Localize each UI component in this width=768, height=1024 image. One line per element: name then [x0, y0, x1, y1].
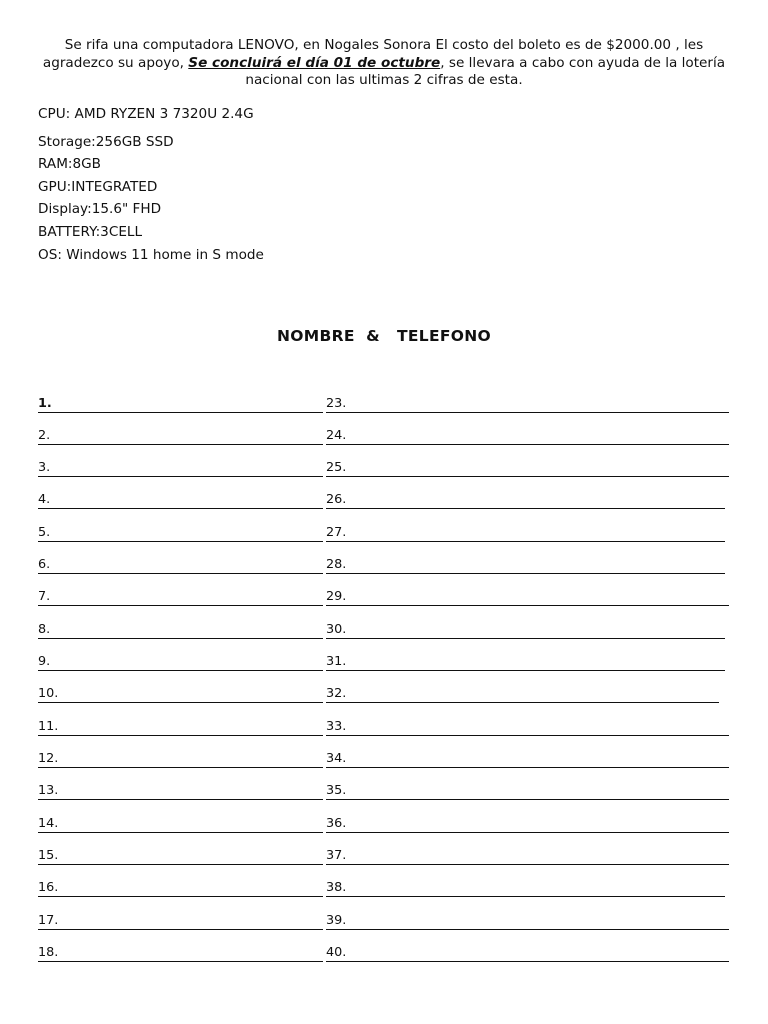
entry-line[interactable]	[326, 558, 725, 574]
entry-line[interactable]	[326, 526, 725, 542]
entry-number: 4.	[38, 492, 51, 507]
entry-line[interactable]	[326, 429, 729, 445]
entry-number: 34.	[326, 751, 347, 766]
entry-line[interactable]	[38, 784, 323, 800]
entry-number: 15.	[38, 848, 59, 863]
entry-line[interactable]	[38, 558, 323, 574]
entry-number: 29.	[326, 589, 347, 604]
entry-number: 33.	[326, 719, 347, 734]
entry-line[interactable]	[38, 817, 323, 833]
entry-number: 38.	[326, 880, 347, 895]
entry-number: 8.	[38, 622, 51, 637]
entry-line[interactable]	[326, 687, 719, 703]
entry-number: 26.	[326, 492, 347, 507]
intro-text-after: , se llevara a cabo con ayuda de la lotería nacional con las ultimas 2 cifras de esta.	[245, 54, 726, 88]
entry-line[interactable]	[326, 752, 729, 768]
entry-number: 28.	[326, 557, 347, 572]
entry-number: 27.	[326, 525, 347, 540]
entry-line[interactable]	[326, 946, 729, 962]
entry-number: 17.	[38, 913, 59, 928]
entry-number: 31.	[326, 654, 347, 669]
intro-text-before: Se rifa una computadora LENOVO, en Nogales Sonora El costo del boleto es de $2000.00 , les agradezco su apoyo,	[42, 37, 704, 71]
spec-cpu: CPU: AMD RYZEN 3 7320U 2.4G	[38, 106, 254, 122]
list-title: NOMBRE & TELEFONO	[277, 327, 491, 345]
entry-line[interactable]	[326, 397, 729, 413]
entry-number: 36.	[326, 816, 347, 831]
entry-line[interactable]	[326, 881, 725, 897]
entry-line[interactable]	[38, 946, 323, 962]
entry-line[interactable]	[38, 849, 323, 865]
entry-line[interactable]	[326, 590, 729, 606]
spec-ram: RAM:8GB	[38, 156, 102, 173]
entry-line[interactable]	[38, 493, 323, 509]
entry-line[interactable]	[326, 655, 725, 671]
intro-closing-date: Se concluirá el día 01 de octubre	[188, 54, 441, 71]
entry-number: 32.	[326, 686, 347, 701]
entry-number: 23.	[326, 396, 347, 411]
entry-number: 13.	[38, 783, 59, 798]
entry-number: 40.	[326, 945, 347, 960]
entry-number: 35.	[326, 783, 347, 798]
entry-line[interactable]	[326, 461, 729, 477]
entry-line[interactable]	[38, 429, 323, 445]
entry-line[interactable]	[326, 493, 725, 509]
entry-number: 5.	[38, 525, 51, 540]
entry-line[interactable]	[38, 687, 323, 703]
spec-battery: BATTERY:3CELL	[38, 223, 143, 240]
entry-number: 6.	[38, 557, 51, 572]
entry-line[interactable]	[326, 623, 725, 639]
spec-storage: Storage:256GB SSD	[38, 133, 174, 150]
spec-list	[38, 103, 264, 266]
spec-gpu: GPU:INTEGRATED	[38, 178, 158, 195]
entry-number: 9.	[38, 654, 51, 669]
entry-number: 30.	[326, 622, 347, 637]
entry-line[interactable]	[38, 914, 323, 930]
entry-number: 16.	[38, 880, 59, 895]
entry-number: 3.	[38, 460, 51, 475]
entry-number: 14.	[38, 816, 59, 831]
entry-number: 10.	[38, 686, 59, 701]
entry-line[interactable]	[326, 914, 729, 930]
entry-line[interactable]	[38, 720, 323, 736]
entry-line[interactable]	[326, 817, 729, 833]
entry-line[interactable]	[38, 655, 323, 671]
entry-line[interactable]	[326, 849, 729, 865]
entry-line[interactable]	[38, 461, 323, 477]
entry-line[interactable]	[38, 397, 323, 413]
spec-display: Display:15.6" FHD	[38, 201, 162, 218]
entry-line[interactable]	[38, 752, 323, 768]
entry-number: 1.	[38, 396, 52, 411]
entry-line[interactable]	[38, 590, 323, 606]
entry-number: 37.	[326, 848, 347, 863]
entry-number: 12.	[38, 751, 59, 766]
entry-line[interactable]	[38, 881, 323, 897]
entry-line[interactable]	[38, 623, 323, 639]
entry-number: 11.	[38, 719, 59, 734]
entry-line[interactable]	[38, 526, 323, 542]
entry-number: 7.	[38, 589, 51, 604]
entry-number: 2.	[38, 428, 51, 443]
entry-number: 39.	[326, 913, 347, 928]
entry-line[interactable]	[326, 720, 729, 736]
spec-os: OS: Windows 11 home in S mode	[38, 246, 264, 263]
entry-number: 25.	[326, 460, 347, 475]
entry-line[interactable]	[326, 784, 729, 800]
intro-paragraph	[38, 37, 730, 90]
entry-number: 24.	[326, 428, 347, 443]
entry-number: 18.	[38, 945, 59, 960]
